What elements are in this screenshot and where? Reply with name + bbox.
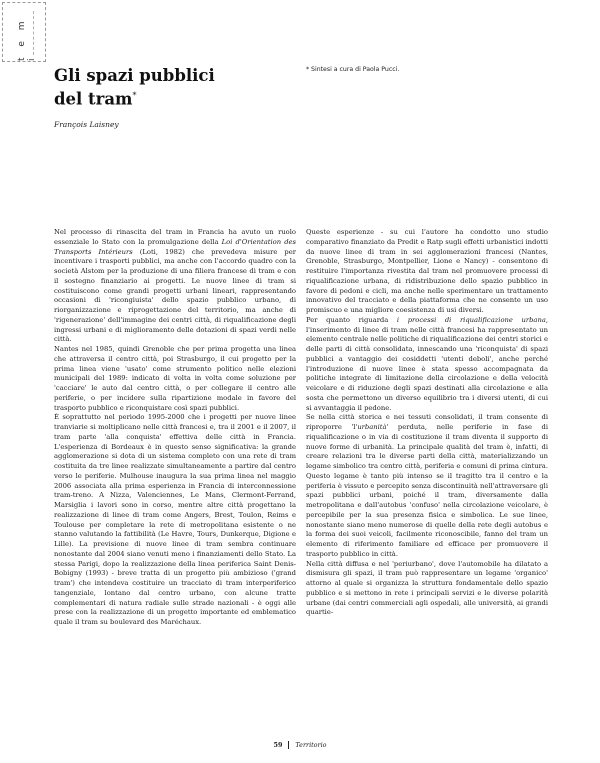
paragraph-italic: i processi di riqualificazione urbana [396, 315, 546, 324]
paragraph-text: Per quanto riguarda [306, 315, 397, 324]
article-title-line-2 [54, 86, 294, 110]
article-title-line-1: Gli spazi pubblici [54, 66, 215, 85]
paragraph-text: (Loti, 1982) che prevedeva misure per incentivare i trasporti pubblici, ma anche con l'accordo quadro con la società Alstom per la produzione di una filiera francese di tram e con il sostegno finanziario ai progetti. Le nuove linee di tram si costituiscono come grandi progetti urbani lineari, rappresentando occasioni di 'ricongiuista' dello spazio pubblico urbano, di riorganizzazione e riprogettazione del territorio, ma anche di 'rigenerazione' dell'immagine dei centri città, di riqualificazione degli ingressi urbani e di miglioramento delle dotazioni di spazi verdi nelle città. [54, 247, 296, 344]
section-tab-divider [33, 11, 34, 55]
paragraph [54, 228, 296, 345]
footer-divider [288, 741, 289, 749]
paragraph-text: Nel processo di rinascita del tram in Francia ha avuto un ruolo essenziale lo Stato con la promulgazione della [54, 228, 296, 246]
article-author: François Laisney [54, 120, 119, 129]
article-title [54, 66, 294, 110]
section-tab [2, 2, 46, 62]
paragraph-text: Queste esperienze - su cui l'autore ha condotto uno studio comparativo finanziato da Predit e Ratp sugli effetti urbanistici indotti da nuove linee di tram in sei agglomerazioni francesi (Nantes, Grenoble, Strasburgo, Montpellier, Lione e Nancy) - consentono di restituire l'importanza rivestita dal tram nel promuovere processi di riqualificazione urbana, di ridistribuzione dello spazio pubblico in favore di pedoni e cicli, ma anche nelle sperimentare un trattamento innovativo del tracciato e della piattaforma che ne consente un uso promiscuo e una migliore coesistenza di usi diversi. [306, 228, 548, 314]
footnote-mark: * [132, 91, 137, 100]
paragraph-text: Nantes nel 1985, quindi Grenoble che per prima progetta una linea che attraversa il centro città, poi Strasburgo, il cui progetto per la prima linea viene 'usato' come strumento politico nelle elezioni municipali del 1989: indicato di volta in volta come soluzione per 'cacciare' le auto dal centro città, o per collegare il centro alle periferie, o per incidere sulla ripartizione modale in favore del trasporto pubblico e riconquistare così spazi pubblici. [54, 345, 296, 412]
paragraph [306, 413, 548, 559]
paragraph [306, 316, 548, 414]
section-tab-label: t e m i [17, 17, 37, 61]
paragraph-text: Se nella città storica e nei tessuti consolidati, il tram consente di riproporre 'l' [306, 413, 548, 431]
paragraph [54, 345, 296, 413]
article-title-line-2-text: del tram [54, 89, 133, 109]
paragraph [54, 413, 296, 628]
paragraph-text: È soprattutto nel periodo 1995-2000 che i progetti per nuove linee tranviarie si moltiplicano nelle città francesi e, tra il 2001 e il 2007, il tram parte 'alla conquista' effettiva delle città in Francia. L'esperienza di Bordeaux è in questo senso significativa: la grande agglomerazione si dota di un sistema completo con una rete di tram costituita da tre linee realizzate simultaneamente a partire dal centro verso le periferie. Mulhouse inaugura la sua prima linea nel maggio 2006 associata alla prima esperienza in Francia di interconnessione tram-treno. A Nizza, Valenciennes, Le Mans, Clermont-Ferrand, Marsiglia i lavori sono in corso, mentre altre città progettano la realizzazione di linee di tram come Angers, Brest, Toulon, Reims e Toulouse per completare la rete di metropolitana esistente o ne stanno valutando la fattibilità (Le Havre, Tours, Dunkerque, Digione e Lille). La previsione di nuove linee di tram sembra continuare nonostante dal 2004 siano venuti meno i finanziamenti dello Stato. La stessa Parigi, dopo la realizzazione della linea periferica Saint Denis-Bobigny (1993) - breve tratta di un progetto più ambizioso ('grand tram') che intendeva costituire un tracciato di tram interperiferico tangenziale, lontano dal centro urbano, con alcune tratte complementari di natura radiale sulle strade nazionali - è oggi alle prese con la realizzazione di un progetto importante ed emblematico quale il tram su boulevard des Maréchaux. [54, 413, 296, 626]
paragraph-italic: urbanità [357, 423, 387, 431]
footnote: * Sintesi a cura di Paola Pucci. [306, 66, 400, 73]
paragraph [306, 228, 548, 316]
paragraph-italic: Loi d'Orientation des Transports Intérieurs [54, 237, 296, 256]
paragraph [306, 560, 548, 619]
journal-name: Territorio [295, 741, 327, 749]
paragraph-text: , l'inserimento di linee di tram nelle città francesi ha rappresentato un elemento centrale nelle politiche di riqualificazione dei centri storici e delle parti di città consolidata, innescando una 'riconquista' di spazi pubblici a vantaggio dei cosiddetti 'utenti deboli', anche perché l'introduzione di nuove linee è stata spesso accompagnata da politiche integrate di limitazione della circolazione e della velocità veicolare e di riduzione degli spazi destinati alla circolazione e alla sosta che permettono un diverso equilibrio tra i diversi utenti, di cui si avvantaggia il pedone. [306, 315, 549, 412]
text-column-right [306, 228, 548, 618]
page-footer [0, 741, 600, 749]
text-column-left [54, 228, 296, 628]
paragraph-text: Nella città diffusa e nel 'periurbano', dove l'automobile ha dilatato a dismisura gli spazi, il tram può rappresentare un legame 'organico' attorno al quale si organizza la struttura fondamentale dello spazio pubblico e si mettono in rete i principali servizi e le diverse polarità urbane (dai centri commerciali agli ospedali, alle università, ai grandi quartie- [306, 559, 548, 617]
paragraph-text: ' perduta, nelle periferie in fase di riqualificazione o in via di costituzione il tram diventa il supporto di nuove forme di urbanità. La principale qualità del tram è, infatti, di creare relazioni tra le diverse parti della città, materializzando un legame simbolico tra centro città, periferia e comuni di prima cintura. Questo legame è tanto più intenso se il tragitto tra il centro e la periferia è vissuto e percepito senza discontinuità nell'attraversare gli spazi pubblici urbani, poiché il tram, diversamente dalla metropolitana e dall'autobus 'confuso' nella circolazione veicolare, è percepibile per la sua presenza fisica e simbolica. Le sue linee, nonostante siano meno numerose di quelle della rete degli autobus e la forma dei suoi veicoli, facilmente riconoscibile, fanno del tram un elemento di riferimento familiare ed efficace per promuovere il trasporto pubblico in città. [306, 423, 548, 558]
page-number: 59 [273, 741, 283, 749]
